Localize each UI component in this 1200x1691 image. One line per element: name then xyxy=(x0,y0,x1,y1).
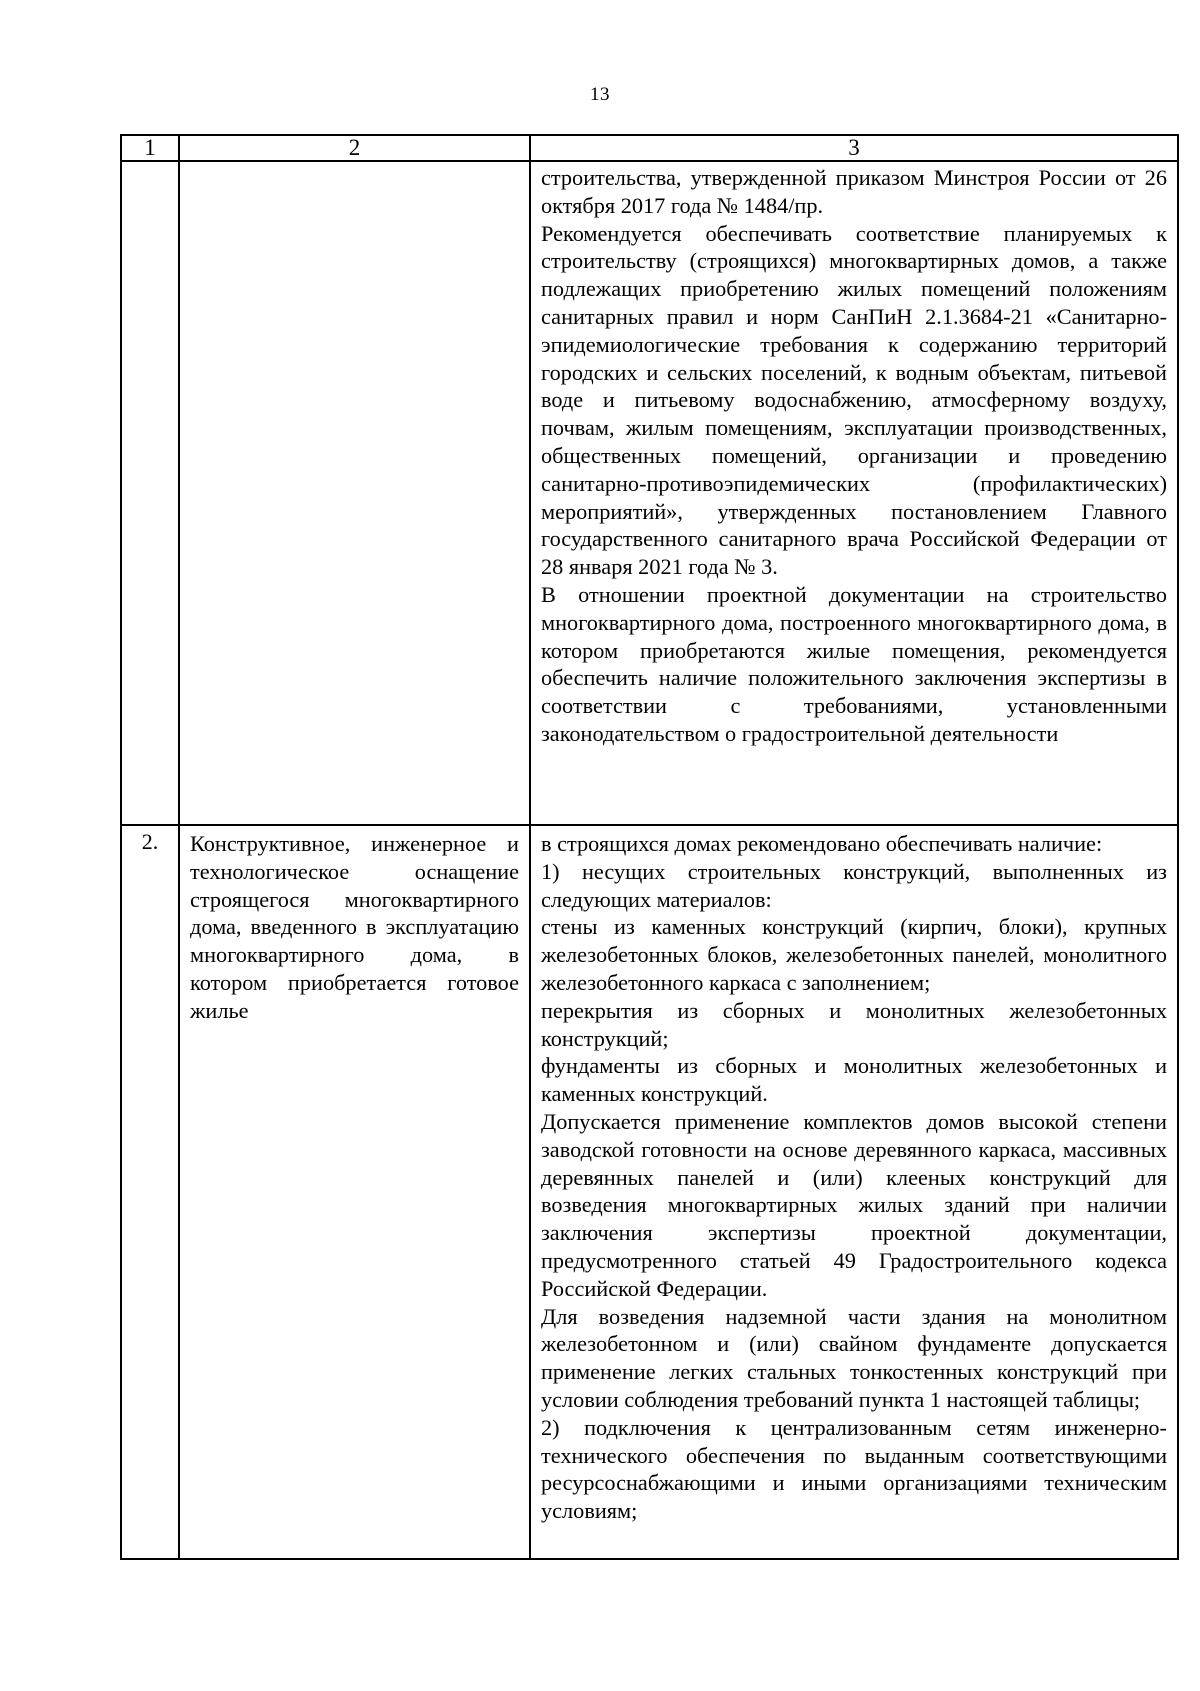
paragraph: Рекомендуется обеспечивать соответствие планируемых к строительству (строящихся) многоквартирных домов, а также подлежащих приобретению жилых помещений положениям санитарных правил и норм СанПиН 2.1.3684-21 «Санитарно-эпидемиологические требования к содержанию территорий городских и сельских поселений, к водным объектам, питьевой воде и питьевому водоснабжению, атмосферному воздуху, почвам, жилым помещениям, эксплуатации производственных, общественных помещений, организации и проведению санитарно-противоэпидемических (профилактических) мероприятий», утвержденных постановлением Главного государственного санитарного врача Российской Федерации от 28 января 2021 года № 3. xyxy=(541,220,1167,580)
paragraph: В отношении проектной документации на строительство многоквартирного дома, построенного многоквартирного дома, в котором приобретаются жилые помещения, рекомендуется обеспечить наличие положительного заключения экспертизы в соответствии с требованиями, установленными законодательством о градостроительной деятельности xyxy=(541,581,1167,746)
row-number-cell: 2. xyxy=(121,825,179,1559)
row-description xyxy=(531,162,1177,748)
paragraph: в строящихся домах рекомендовано обеспечивать наличие: xyxy=(541,831,1103,856)
table-header-row xyxy=(121,135,1178,161)
paragraph: 1) несущих строительных конструкций, выполненных из следующих материалов: xyxy=(541,858,1167,912)
document-table xyxy=(120,134,1179,1560)
page-number: 13 xyxy=(590,84,610,105)
paragraph: 2) подключения к централизованным сетям инженерно-технического обеспечения по выданным соответствующими ресурсоснабжающими и иными организациями техническим условиям; xyxy=(541,1414,1167,1524)
row-description-cell xyxy=(530,825,1178,1559)
table-row xyxy=(121,825,1178,1559)
paragraph: строительства, утвержденной приказом Минстроя России от 26 октября 2017 года № 1484/пр. xyxy=(541,165,1167,218)
row-title-cell xyxy=(179,161,530,825)
paragraph: фундаменты из сборных и монолитных железобетонных и каменных конструкций. xyxy=(541,1053,1167,1107)
column-header-3: 3 xyxy=(530,135,1178,161)
paragraph: Допускается применение комплектов домов высокой степени заводской готовности на основе деревянного каркаса, массивных деревянных панелей и (или) клееных конструкций для возведения многоквартирных жилых зданий при наличии заключения экспертизы проектной документации, предусмотренного статьей 49 Градостроительного кодекса Российской Федерации. xyxy=(541,1108,1167,1301)
row-description-cell xyxy=(530,161,1178,825)
column-header-2: 2 xyxy=(179,135,530,161)
paragraph: стены из каменных конструкций (кирпич, блоки), крупных железобетонных блоков, железобетонных панелей, монолитного железобетонного каркаса с заполнением; xyxy=(541,914,1167,995)
row-description xyxy=(531,826,1177,1525)
row-number-cell xyxy=(121,161,179,825)
row-title-cell xyxy=(179,825,530,1559)
row-title xyxy=(180,162,529,164)
row-title: Конструктивное, инженерное и технологическое оснащение строящегося многоквартирного дома, введенного в эксплуатацию многоквартирного дома, в котором приобретается готовое жилье xyxy=(190,831,519,1023)
paragraph: перекрытия из сборных и монолитных железобетонных конструкций; xyxy=(541,997,1167,1051)
column-header-1: 1 xyxy=(121,135,179,161)
paragraph: Для возведения надземной части здания на монолитном железобетонном и (или) свайном фундаменте допускается применение легких стальных тонкостенных конструкций при условии соблюдения требований пункта 1 настоящей таблицы; xyxy=(541,1303,1167,1412)
table-row xyxy=(121,161,1178,825)
